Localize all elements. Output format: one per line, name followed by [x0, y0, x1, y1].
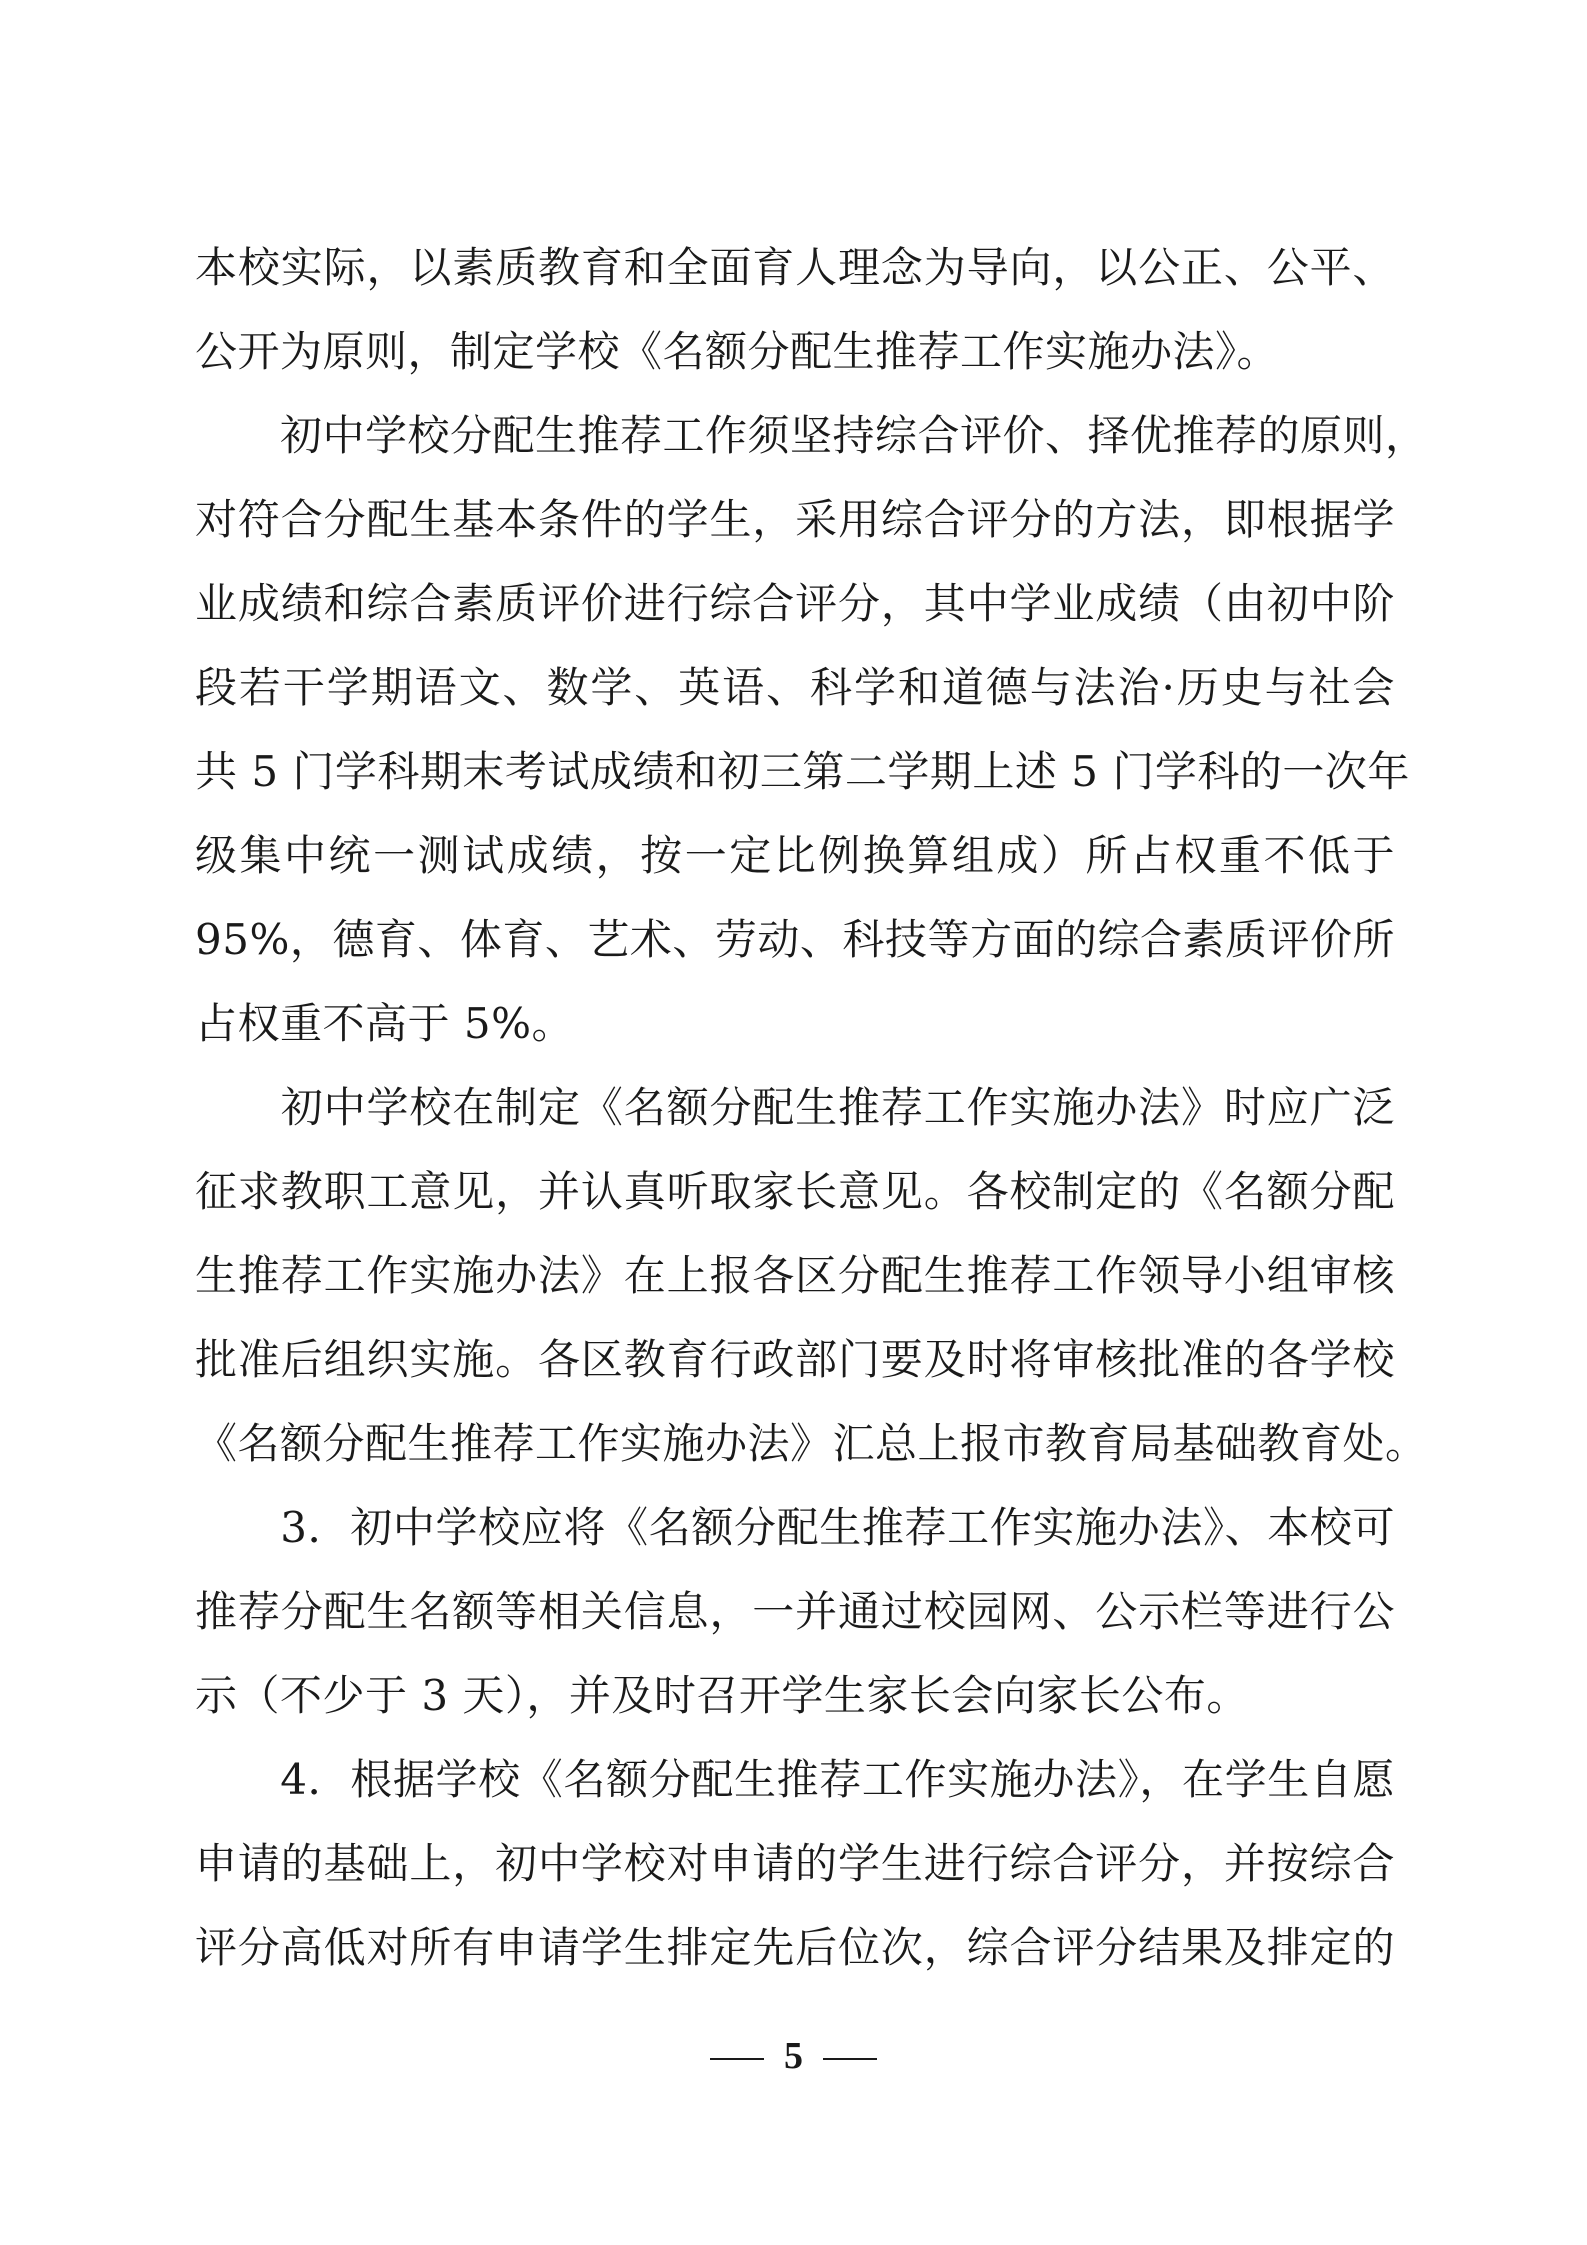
text-line: 级集中统一测试成绩，按一定比例换算组成）所占权重不低于 — [195, 831, 1395, 880]
text-line: 占权重不高于 5%。 — [195, 999, 574, 1048]
page-number: 5 — [784, 2035, 803, 2077]
footer-dash-right — [823, 2058, 877, 2060]
text-line: 段若干学期语文、数学、英语、科学和道德与法治·历史与社会 — [195, 663, 1395, 712]
text-line: 共 5 门学科期末考试成绩和初三第二学期上述 5 门学科的一次年 — [195, 747, 1410, 796]
text-line: 95%，德育、体育、艺术、劳动、科技等方面的综合素质评价所 — [195, 915, 1395, 964]
text-line: 征求教职工意见，并认真听取家长意见。各校制定的《名额分配 — [195, 1167, 1395, 1216]
text-line: 评分高低对所有申请学生排定先后位次，综合评分结果及排定的 — [195, 1923, 1395, 1972]
text-line: 对符合分配生基本条件的学生，采用综合评分的方法，即根据学 — [195, 495, 1395, 544]
text-line: 公开为原则，制定学校《名额分配生推荐工作实施办法》。 — [195, 327, 1280, 376]
page-footer — [0, 2030, 1587, 2081]
text-line: 申请的基础上，初中学校对申请的学生进行综合评分，并按综合 — [195, 1839, 1395, 1888]
text-line: 初中学校分配生推荐工作须坚持综合评价、择优推荐的原则， — [195, 411, 1428, 460]
text-line: 推荐分配生名额等相关信息，一并通过校园网、公示栏等进行公 — [195, 1587, 1395, 1636]
text-line: 批准后组织实施。各区教育行政部门要及时将审核批准的各学校 — [195, 1335, 1395, 1384]
text-line: 4．根据学校《名额分配生推荐工作实施办法》，在学生自愿 — [195, 1755, 1395, 1804]
text-line: 业成绩和综合素质评价进行综合评分，其中学业成绩（由初中阶 — [195, 579, 1395, 628]
text-line: 《名额分配生推荐工作实施办法》汇总上报市教育局基础教育处。 — [195, 1419, 1428, 1468]
document-body — [195, 226, 1428, 1990]
text-line: 初中学校在制定《名额分配生推荐工作实施办法》时应广泛 — [195, 1083, 1395, 1132]
text-line: 生推荐工作实施办法》在上报各区分配生推荐工作领导小组审核 — [195, 1251, 1395, 1300]
footer-dash-left — [710, 2058, 764, 2060]
text-line: 3．初中学校应将《名额分配生推荐工作实施办法》、本校可 — [195, 1503, 1395, 1552]
text-line: 示（不少于 3 天），并及时召开学生家长会向家长公布。 — [195, 1671, 1249, 1720]
text-line: 本校实际，以素质教育和全面育人理念为导向，以公正、公平、 — [195, 243, 1395, 292]
